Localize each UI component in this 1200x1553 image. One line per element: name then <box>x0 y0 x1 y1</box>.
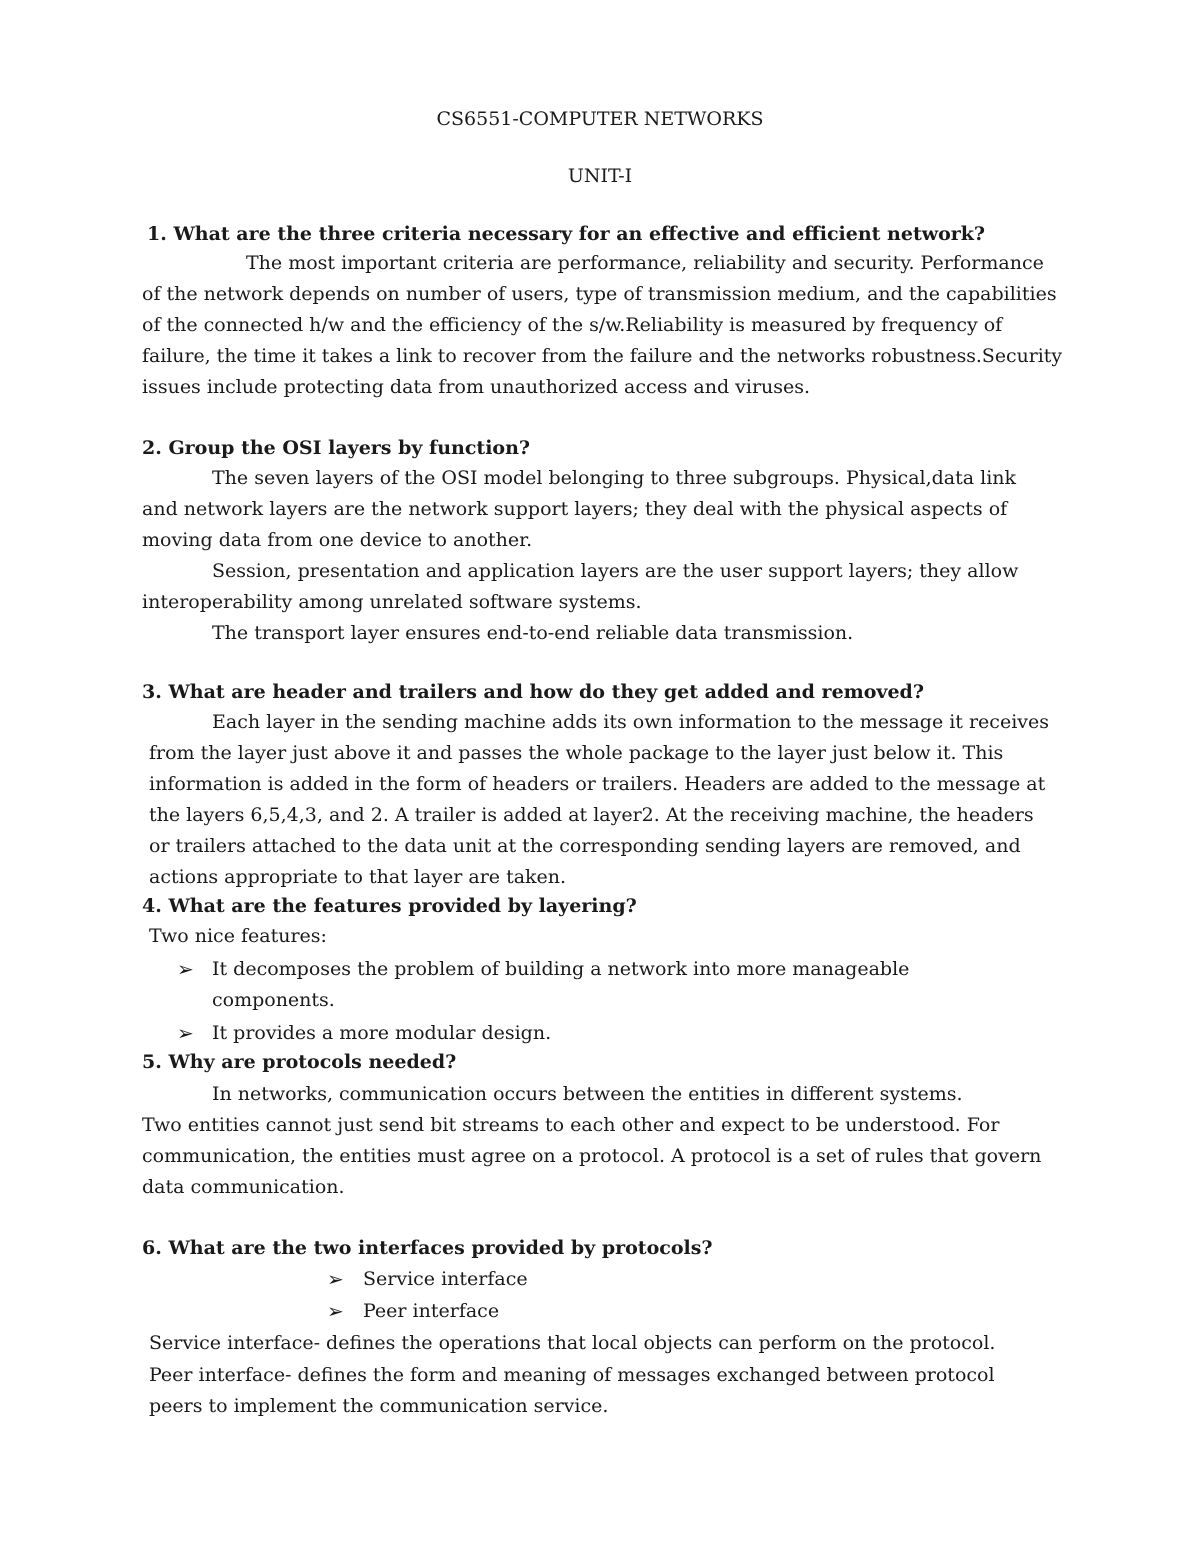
q4-bullet-1-line-1: It decomposes the problem of building a network into more manageable <box>212 958 910 980</box>
q3-line-1: Each layer in the sending machine adds its own information to the message it receives <box>212 711 1049 733</box>
q1-line-4: failure, the time it takes a link to recover from the failure and the networks robustness.Security <box>142 345 1063 367</box>
q1-line-3: of the connected h/w and the efficiency of the s/w.Reliability is measured by frequency of <box>142 314 1003 336</box>
bullet-arrow-icon: ➢ <box>177 1021 194 1045</box>
q3-line-6: actions appropriate to that layer are taken. <box>149 866 567 888</box>
q2-line-6: The transport layer ensures end-to-end reliable data transmission. <box>212 622 854 644</box>
question-2: 2. Group the OSI layers by function? <box>142 437 531 459</box>
q2-line-1: The seven layers of the OSI model belonging to three subgroups. Physical,data link <box>212 467 1017 489</box>
q2-line-4: Session, presentation and application layers are the user support layers; they allow <box>212 560 1019 582</box>
q6-line-1: Service interface- defines the operations that local objects can perform on the protocol. <box>149 1332 996 1354</box>
q1-line-1: The most important criteria are performance, reliability and security. Performance <box>246 252 1044 274</box>
q4-bullet-1-line-2: components. <box>212 989 335 1011</box>
question-4: 4. What are the features provided by layering? <box>142 895 637 917</box>
q2-line-3: moving data from one device to another. <box>142 529 533 551</box>
question-6: 6. What are the two interfaces provided by protocols? <box>142 1237 713 1259</box>
q3-line-5: or trailers attached to the data unit at the corresponding sending layers are removed, and <box>149 835 1021 857</box>
q3-line-3: information is added in the form of headers or trailers. Headers are added to the message at <box>149 773 1046 795</box>
q6-bullet-2: Peer interface <box>363 1300 500 1322</box>
q6-line-3: peers to implement the communication service. <box>149 1395 609 1417</box>
q6-bullet-1: Service interface <box>363 1268 528 1290</box>
question-5: 5. Why are protocols needed? <box>142 1051 457 1073</box>
q3-line-2: from the layer just above it and passes the whole package to the layer just below it. This <box>149 742 1004 764</box>
q1-line-5: issues include protecting data from unauthorized access and viruses. <box>142 376 811 398</box>
bullet-arrow-icon: ➢ <box>327 1299 344 1323</box>
q4-bullet-2: It provides a more modular design. <box>212 1022 552 1044</box>
unit-title: UNIT-I <box>567 165 633 187</box>
course-title: CS6551-COMPUTER NETWORKS <box>436 108 764 130</box>
bullet-arrow-icon: ➢ <box>327 1267 344 1291</box>
q1-line-2: of the network depends on number of users, type of transmission medium, and the capabilities <box>142 283 1057 305</box>
q4-intro: Two nice features: <box>149 925 327 947</box>
q5-line-3: communication, the entities must agree on a protocol. A protocol is a set of rules that govern <box>142 1145 1042 1167</box>
bullet-arrow-icon: ➢ <box>177 957 194 981</box>
q5-line-2: Two entities cannot just send bit streams to each other and expect to be understood. For <box>142 1114 1000 1136</box>
question-1: 1. What are the three criteria necessary for an effective and efficient network? <box>147 223 986 245</box>
q2-line-2: and network layers are the network support layers; they deal with the physical aspects of <box>142 498 1008 520</box>
question-3: 3. What are header and trailers and how do they get added and removed? <box>142 681 924 703</box>
q5-line-1: In networks, communication occurs between the entities in different systems. <box>212 1083 963 1105</box>
q5-line-4: data communication. <box>142 1176 345 1198</box>
q6-line-2: Peer interface- defines the form and meaning of messages exchanged between protocol <box>149 1364 995 1386</box>
q3-line-4: the layers 6,5,4,3, and 2. A trailer is added at layer2. At the receiving machine, the headers <box>149 804 1034 826</box>
q2-line-5: interoperability among unrelated software systems. <box>142 591 642 613</box>
